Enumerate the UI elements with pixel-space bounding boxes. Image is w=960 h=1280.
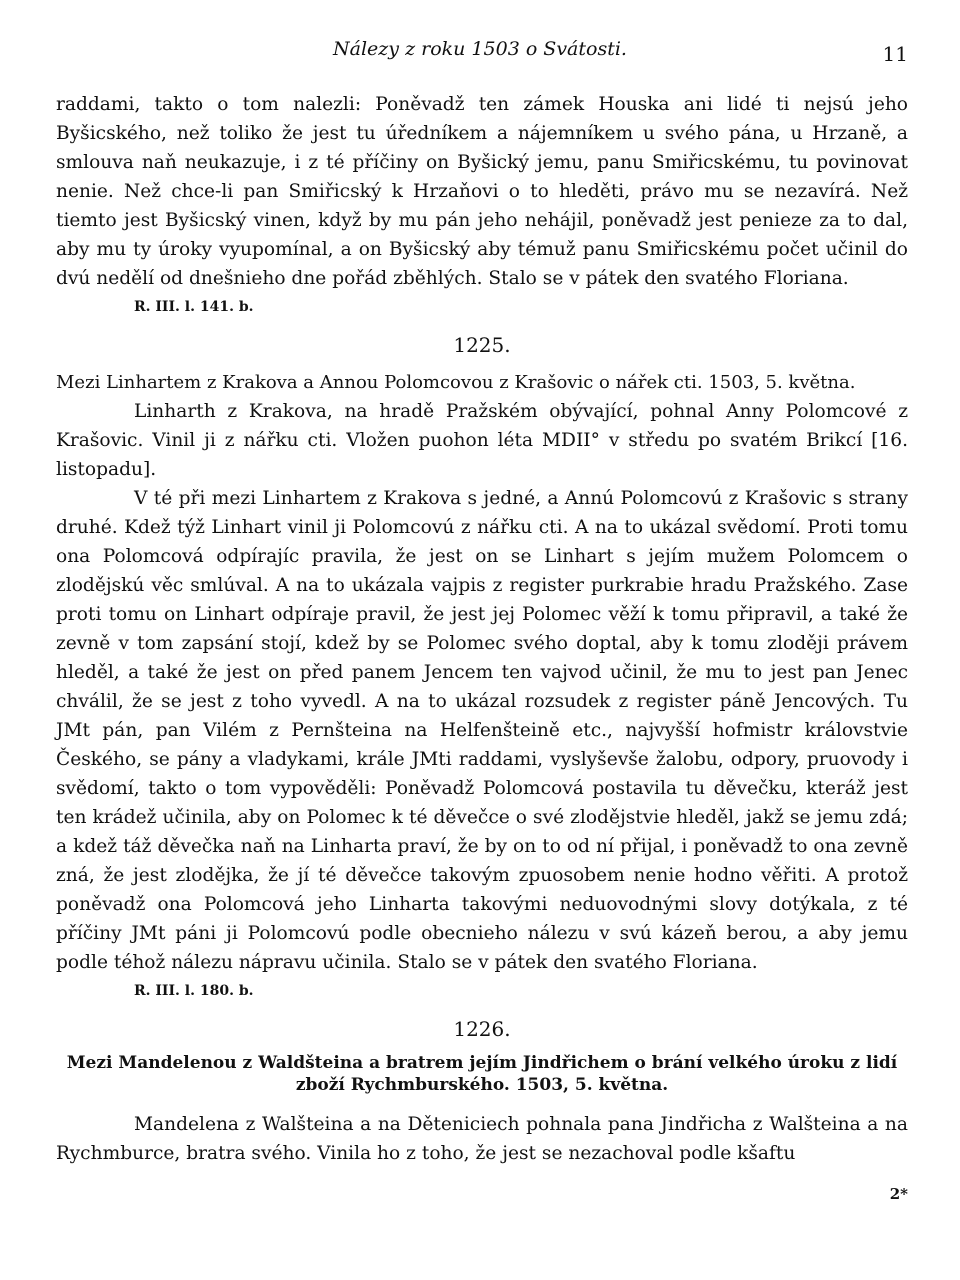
entry-summary: Mezi Mandelenou z Waldšteina a bratrem jejím Jindřichem o brání velkého úroku z lidí zboží Rychmburského. 1503, 5. května. [66,1053,898,1095]
running-head [0,38,960,64]
page-number: 11 [882,42,908,66]
entry-paragraph: Linharth z Krakova, na hradě Pražském obývající, pohnal Anny Polomcové z Krašovic. Vinil ji z nářku cti. Vložen puohon léta MDII° v středu po svatém Brikcí [16. listopadu]. [56,401,908,480]
body-text [56,90,908,1168]
entry-number: 1226. [453,1017,511,1041]
entry-summary: Mezi Linhartem z Krakova a Annou Polomcovou z Krašovic o nářek cti. 1503, 5. května. [56,372,856,393]
register-reference: R. III. l. 141. b. [134,299,254,315]
running-title: Nálezy z roku 1503 o Svátosti. [333,38,627,60]
entry-number: 1225. [453,333,511,357]
register-reference: R. III. l. 180. b. [134,983,254,999]
entry-paragraph: V té při mezi Linhartem z Krakova s jedné, a Annú Polomcovú z Krašovic s strany druhé. Kdež týž Linhart vinil ji Polomcovú z nářku cti. A na to ukázal svědomí. Proti tomu ona Polomcová odpírajíc pravila, že jest on se Linhart s jejím mužem Polomcem o zlodějskú věc smlúval. A na to ukázala vajpis z register purkrabie hradu Pražského. Zase proti tomu on Linhart odpíraje pravil, že jest jej Polomec věží k tomu připravil, a také že zevně v tom zapsání stojí, kdež by se Polomec svého doptal, aby k tomu zloději právem hleděl, a také že jest on před panem Jencem ten vajvod učinil, že mu to jest pan Jenec chválil, že se jest z toho vyvedl. A na to ukázal rozsudek z register páně Jencových. Tu JMt pán, pan Vilém z Pernšteina na Helfenšteině etc., najvyšší hofmistr královstvie Českého, se pány a vladykami, krále JMti raddami, vyslyševše žalobu, odpory, pruovody i svědomí, takto o tom vypověděli: Poněvadž Polomcová postavila tu děvečku, kteráž jest ten krádež učinila, aby on Polomec k té děvečce o své zlodějstvie hleděl, jakž se jemu zdá; a kdež táž děvečka naň na Linharta praví, že by on to od ní přijal, i poněvadž to ona zevně zná, že jest zlodějka, že jí té děvečce takovým zpuosobem nenie hodno věřiti. A protož poněvadž ona Polomcová jeho Linharta takovými neduovodnými slovy dotýkala, z té příčiny JMt páni ji Polomcovú podle obecnieho nálezu v svú kázeň berou, a aby jemu podle téhož nálezu nápravu učinila. Stalo se v pátek den svatého Floriana. [56,488,908,973]
entry-paragraph: Mandelena z Walšteina a na Děteniciech pohnala pana Jindřicha z Walšteina a na Rychmburce, bratra svého. Vinila ho z toho, že jest se nezachoval podle kšaftu [56,1114,908,1164]
paragraph-continuation: raddami, takto o tom nalezli: Poněvadž ten zámek Houska ani lidé ti nejsú jeho Byšicského, než toliko že jest tu úředníkem a nájemníkem u svého pána, u Hrzaně, a smlouva naň neukazuje, i z té příčiny on Byšický jemu, panu Smiřicskému, tu povinovat nenie. Než chce-li pan Smiřicský k Hrzaňovi o to hleděti, právo mu se nezavírá. Než tiemto jest Byšicský vinen, když by mu pán jeho nehájil, poněvadž jest penieze za to dal, aby mu ty úroky vyupomínal, a on Byšicský aby témuž panu Smiřicskému počet učinil do dvú nedělí od dnešnieho dne pořád zběhlých. Stalo se v pátek den svatého Floriana. [56,94,908,289]
signature-mark: 2* [889,1185,908,1203]
